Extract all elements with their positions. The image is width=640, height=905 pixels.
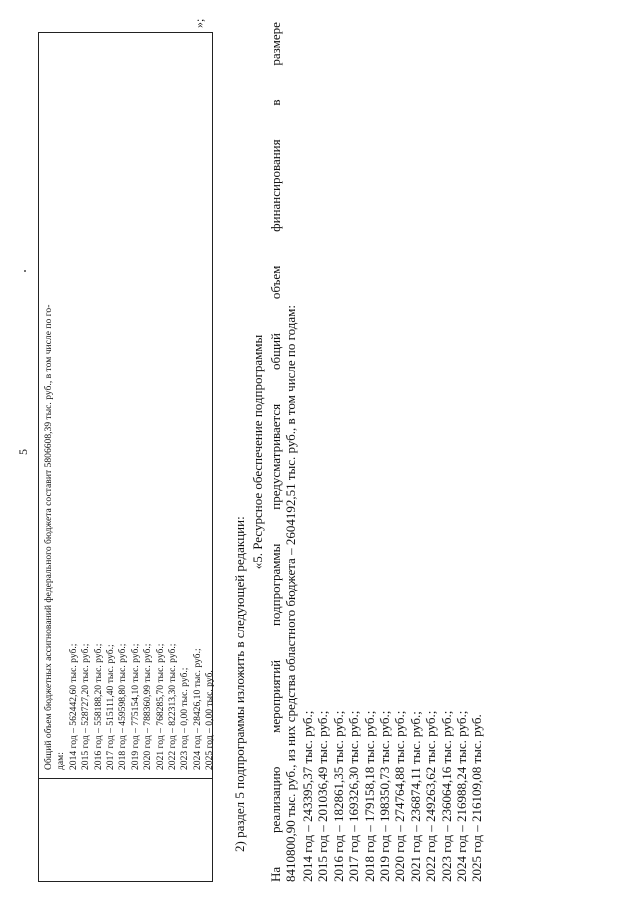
- table-empty-cell: [39, 778, 212, 881]
- word: размере: [268, 22, 283, 66]
- federal-year-line: 2023 год – 0,00 тыс. руб.;: [179, 667, 191, 770]
- regional-year-line: 2025 год – 216109,08 тыс. руб.: [469, 714, 485, 882]
- federal-budget-intro: Общий объем бюджетных ассигнований федерального бюджета составит 5806608,39 тыс. руб., в том числе по го-: [43, 304, 54, 770]
- regional-year-line: 2019 год – 198350,73 тыс. руб.;: [377, 710, 393, 882]
- word: мероприятий: [268, 659, 283, 733]
- document-page: [10, 12, 630, 892]
- scan-dot: [24, 270, 26, 272]
- federal-year-line: 2020 год – 788360,99 тыс. руб.;: [142, 643, 154, 770]
- federal-year-line: 2024 год – 28426,10 тыс. руб.;: [191, 648, 203, 770]
- regional-year-line: 2023 год – 236064,16 тыс. руб.;: [438, 710, 454, 882]
- regional-year-line: 2021 год – 236874,11 тыс. руб.;: [407, 711, 423, 882]
- word: предусматривается: [268, 403, 283, 510]
- federal-budget-table: [38, 32, 216, 882]
- regional-year-line: 2016 год – 182861,35 тыс. руб.;: [330, 710, 346, 882]
- word: общий: [268, 332, 283, 371]
- federal-year-line: 2019 год – 775154,10 тыс. руб.;: [129, 643, 141, 770]
- federal-year-line: 2017 год – 515111,40 тыс. руб.;: [105, 644, 117, 770]
- financing-paragraph: [268, 22, 299, 882]
- regional-year-line: 2022 год – 249263,62 тыс. руб.;: [423, 710, 439, 882]
- regional-year-line: 2024 год – 216988,24 тыс. руб.;: [454, 710, 470, 882]
- section-amendment-intro: 2) раздел 5 подпрограммы изложить в следующей редакции:: [232, 516, 247, 852]
- federal-year-line: 2025 год – 0,00 тыс. руб.: [204, 670, 216, 770]
- federal-year-line: 2015 год – 528727,20 тыс. руб.;: [80, 643, 92, 770]
- word: реализацию: [268, 766, 283, 833]
- financing-paragraph-lead: [268, 22, 283, 882]
- word: финансирования: [268, 139, 283, 232]
- financing-paragraph-continuation: 8410800,90 тыс. руб., из них средства областного бюджета – 2604192,51 тыс. руб., в том числе по годам:: [283, 305, 299, 882]
- section-heading: «5. Ресурсное обеспечение подпрограммы: [250, 334, 265, 570]
- table-closing-quote: »;: [192, 18, 206, 28]
- regional-year-line: 2014 год – 243395,37 тыс. руб.;: [300, 710, 315, 882]
- federal-year-line: 2018 год – 459598,80 тыс. руб.;: [117, 643, 129, 770]
- word: подпрограммы: [268, 543, 283, 627]
- federal-year-line: 2022 год – 822313,30 тыс. руб.;: [167, 643, 179, 770]
- regional-year-line: 2018 год – 179158,18 тыс. руб.;: [361, 710, 377, 882]
- federal-year-line: 2016 год – 558188,20 тыс. руб.;: [92, 643, 104, 770]
- federal-year-line: 2021 год – 768285,70 тыс. руб.;: [154, 643, 166, 770]
- page-number: 5: [16, 449, 30, 455]
- table-content-cell: [39, 33, 216, 778]
- federal-budget-intro-cont: дам:: [55, 752, 67, 770]
- word: в: [268, 99, 283, 106]
- word: На: [268, 866, 283, 882]
- regional-budget-year-list: [300, 711, 485, 882]
- regional-year-line: 2015 год – 201036,49 тыс. руб.;: [315, 710, 331, 882]
- word: объем: [268, 265, 283, 300]
- regional-year-line: 2020 год – 274764,88 тыс. руб.;: [392, 710, 408, 882]
- federal-year-line: 2014 год – 562442,60 тыс. руб.;: [67, 643, 79, 770]
- regional-year-line: 2017 год – 169326,30 тыс. руб.;: [346, 710, 362, 882]
